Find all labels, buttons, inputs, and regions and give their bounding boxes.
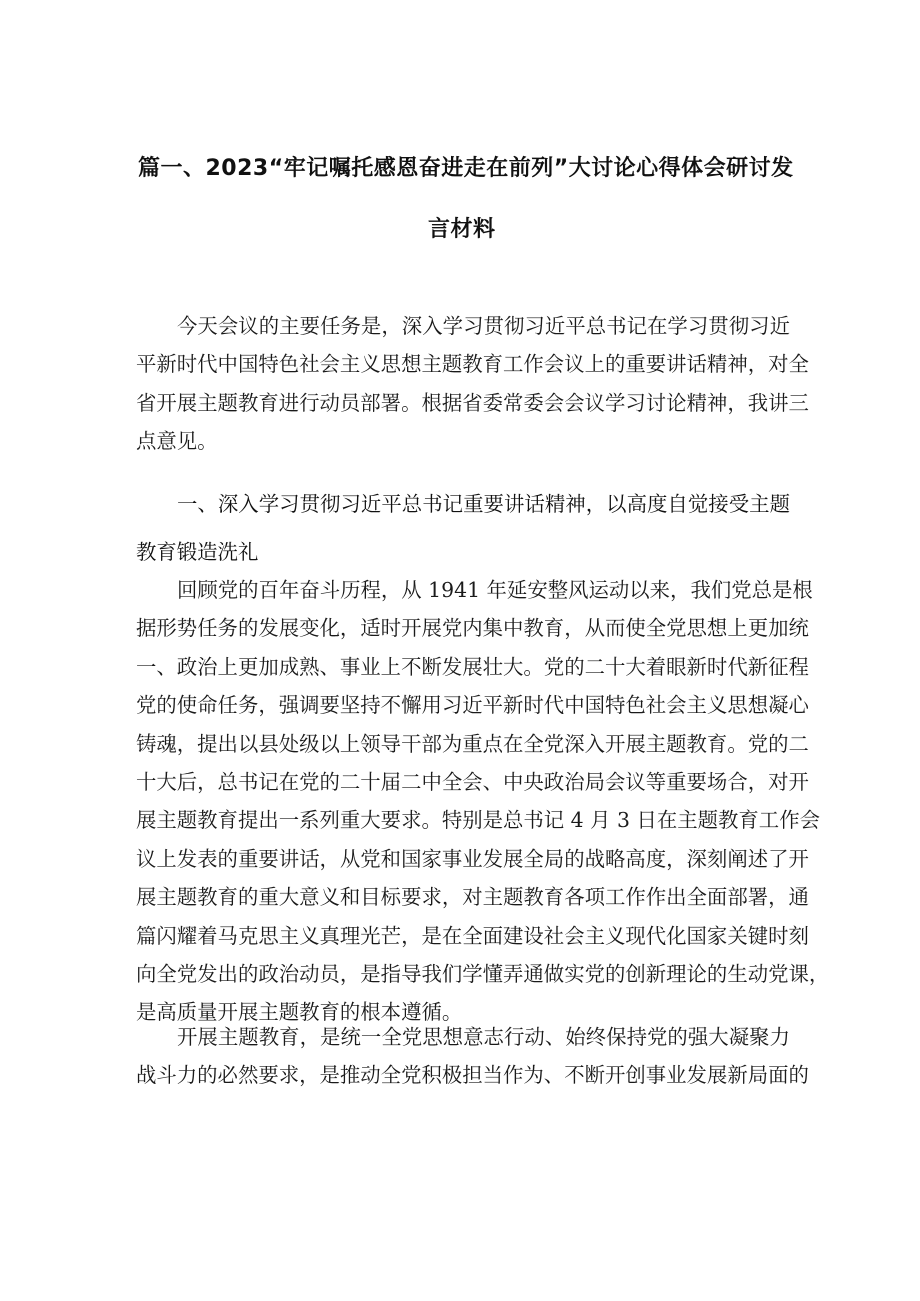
- document-title-line-1: 篇一、2023“牢记嘱托感恩奋进走在前列”大讨论心得体会研讨发: [138, 156, 794, 181]
- heading-line: 教育锻造洗礼: [136, 540, 259, 564]
- paragraph-3: [136, 1018, 809, 1095]
- paragraph-line: 十大后，总书记在党的二十届二中全会、中央政治局会议等重要场合，对开: [136, 769, 809, 794]
- paragraph-line: 议上发表的重要讲话，从党和国家事业发展全局的战略高度，深刻阐述了开: [136, 846, 809, 871]
- paragraph-line: 点意见。: [136, 429, 218, 454]
- paragraph-line: 向全党发出的政治动员，是指导我们学懂弄通做实党的创新理论的生动党课，: [136, 961, 830, 986]
- paragraph-line: 回顾党的百年奋斗历程，从 1941 年延安整风运动以来，我们党总是根: [177, 578, 813, 602]
- paragraph-2: [136, 571, 830, 1032]
- paragraph-line: 展主题教育提出一系列重大要求。特别是总书记 4 月 3 日在主题教育工作会: [136, 808, 820, 833]
- paragraph-line: 展主题教育的重大意义和目标要求，对主题教育各项工作作出全面部署，通: [136, 885, 809, 910]
- paragraph-line: 篇闪耀着马克思主义真理光芒，是在全面建设社会主义现代化国家关键时刻: [136, 923, 809, 948]
- paragraph-line: 省开展主题教育进行动员部署。根据省委常委会会议学习讨论精神，我讲三: [136, 390, 809, 415]
- paragraph-line: 今天会议的主要任务是，深入学习贯彻习近平总书记在学习贯彻习近: [177, 314, 790, 338]
- paragraph-line: 是高质量开展主题教育的根本遵循。: [136, 1000, 463, 1025]
- paragraph-line: 一、政治上更加成熟、事业上不断发展壮大。党的二十大着眼新时代新征程: [136, 654, 809, 679]
- paragraph-line: 战斗力的必然要求，是推动全党积极担当作为、不断开创事业发展新局面的: [136, 1063, 809, 1088]
- document-title-line-2: 言材料: [428, 217, 496, 242]
- paragraph-line: 铸魂，提出以县处级以上领导干部为重点在全党深入开展主题教育。党的二: [136, 731, 809, 756]
- paragraph-1: [136, 307, 809, 461]
- paragraph-line: 据形势任务的发展变化，适时开展党内集中教育，从而使全党思想上更加统: [136, 616, 809, 641]
- section-heading-1: [136, 480, 790, 576]
- paragraph-line: 开展主题教育，是统一全党思想意志行动、始终保持党的强大凝聚力: [177, 1025, 790, 1049]
- heading-line: 一、深入学习贯彻习近平总书记重要讲话精神，以高度自觉接受主题: [177, 492, 790, 516]
- paragraph-line: 平新时代中国特色社会主义思想主题教育工作会议上的重要讲话精神，对全: [136, 352, 809, 377]
- paragraph-line: 党的使命任务，强调要坚持不懈用习近平新时代中国特色社会主义思想凝心: [136, 693, 809, 718]
